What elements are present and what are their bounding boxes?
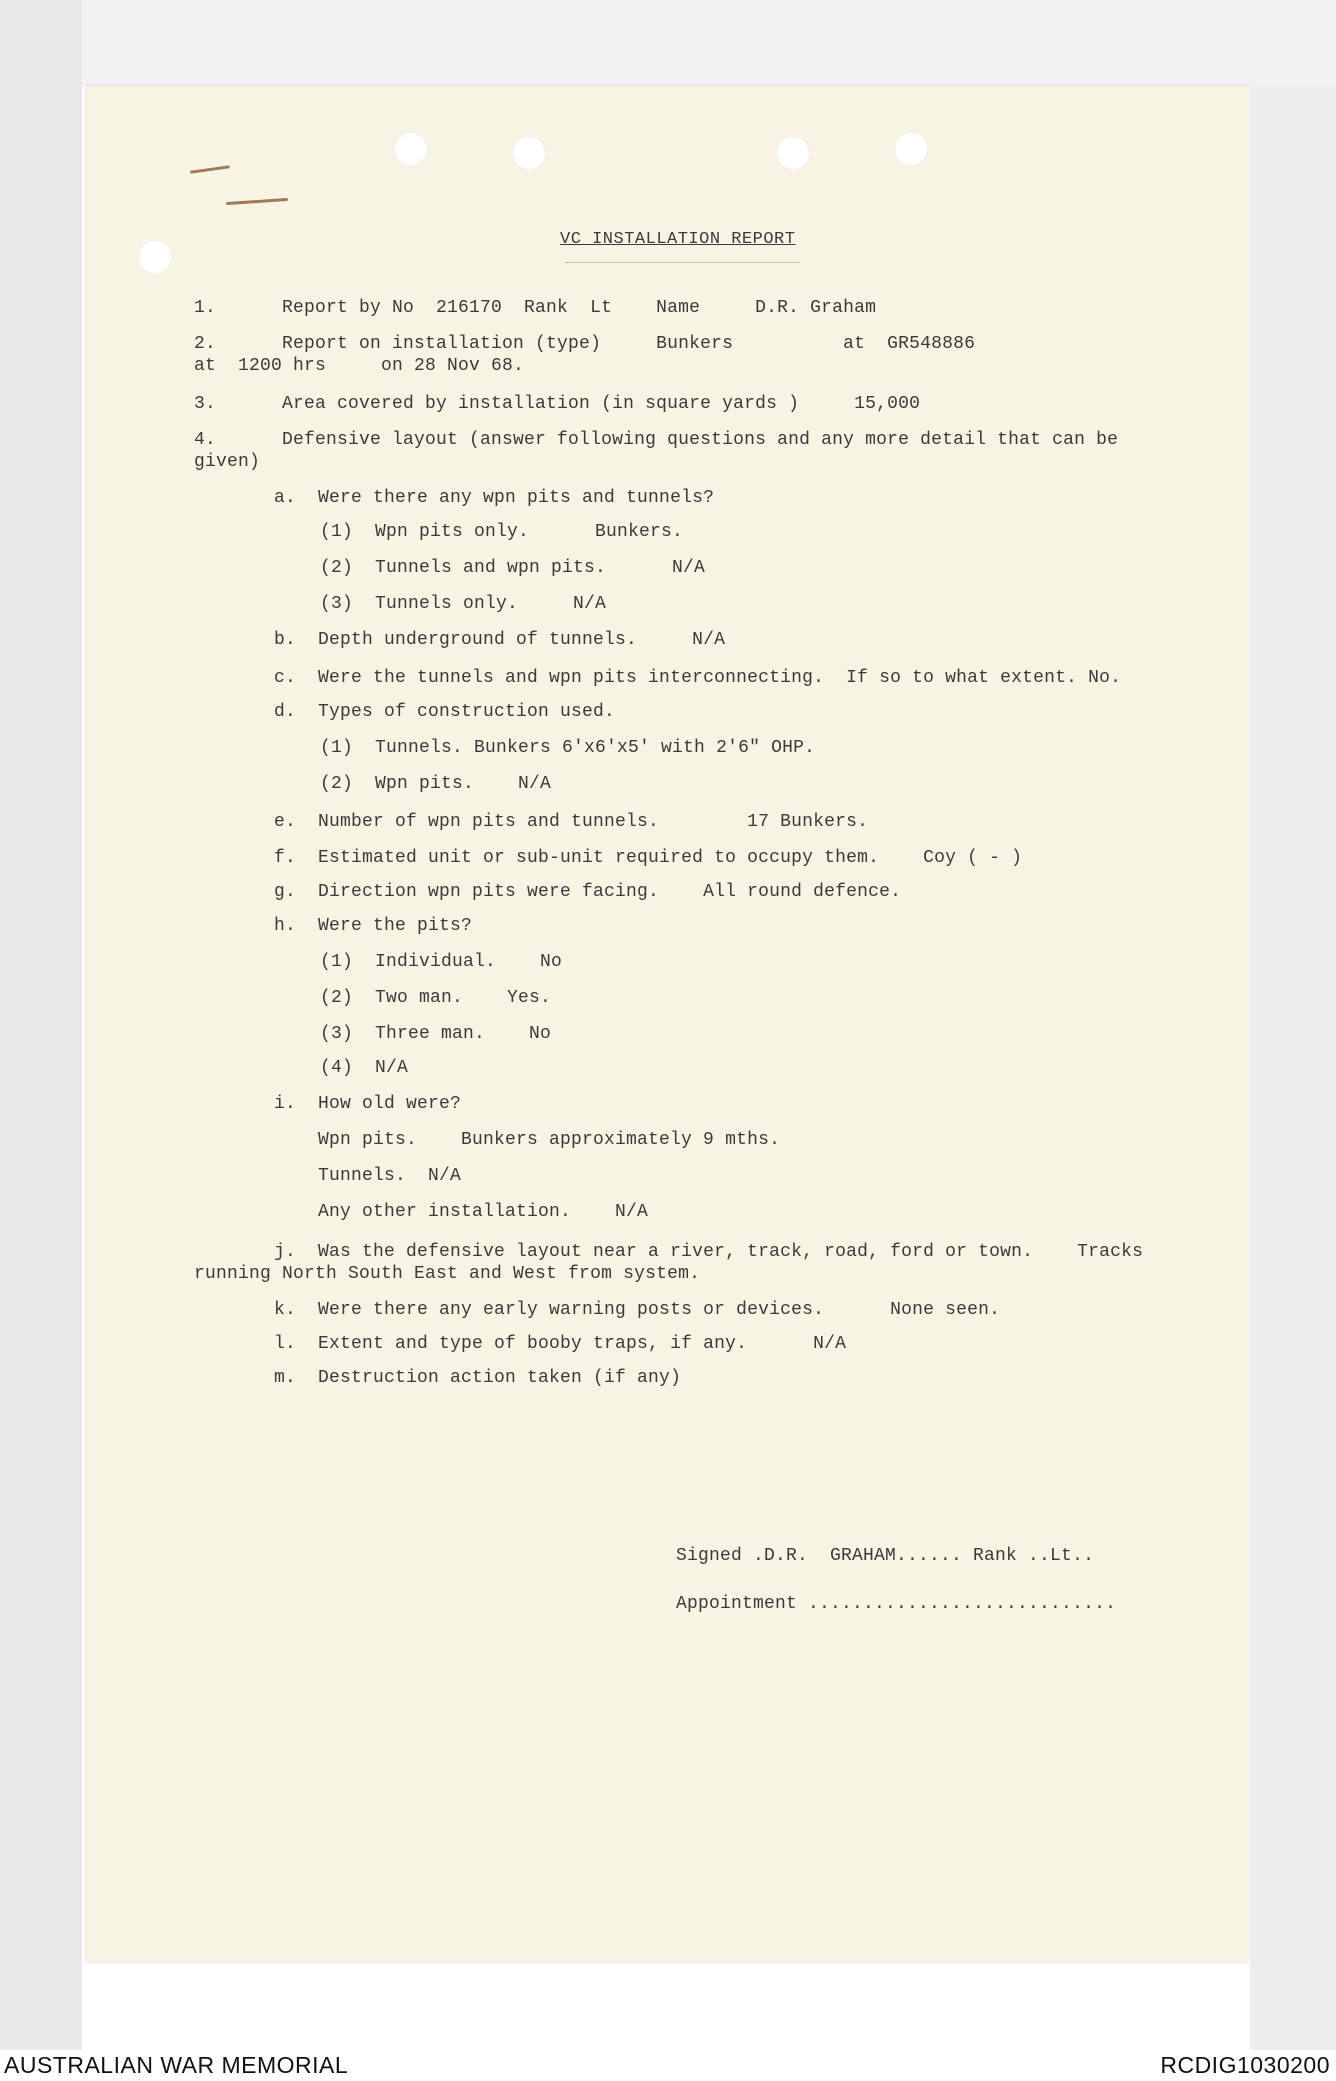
report-line-4: 4. Defensive layout (answer following questions and any more detail that can be — [194, 430, 1119, 450]
scan-background-top — [82, 0, 1336, 86]
footer-record-id: RCDIG1030200 — [1160, 2052, 1330, 2078]
question-d: d. Types of construction used. — [274, 702, 616, 722]
report-line-3: 3. Area covered by installation (in square yards ) 15,000 — [194, 394, 921, 414]
punch-hole — [894, 132, 928, 166]
answer-d2: (2) Wpn pits. N/A — [320, 774, 552, 794]
stain-mark — [226, 198, 288, 205]
answer-h1: (1) Individual. No — [320, 952, 563, 972]
answer-d1: (1) Tunnels. Bunkers 6'x6'x5' with 2'6" OHP. — [320, 738, 816, 758]
title-dots — [565, 262, 800, 263]
question-e: e. Number of wpn pits and tunnels. 17 Bunkers. — [274, 812, 869, 832]
question-h: h. Were the pits? — [274, 916, 473, 936]
question-l: l. Extent and type of booby traps, if any. N/A — [274, 1334, 847, 1354]
footer-bar — [0, 2050, 1336, 2081]
answer-h3: (3) Three man. No — [320, 1024, 552, 1044]
answer-i-other: Any other installation. N/A — [318, 1202, 649, 1222]
answer-a1: (1) Wpn pits only. Bunkers. — [320, 522, 684, 542]
report-line-4-cont: given) — [194, 452, 261, 472]
punch-hole — [512, 136, 546, 170]
stain-mark — [190, 165, 230, 174]
scan-background-left — [0, 0, 82, 2050]
answer-a2: (2) Tunnels and wpn pits. N/A — [320, 558, 706, 578]
footer-institution: AUSTRALIAN WAR MEMORIAL — [4, 2052, 349, 2078]
question-f: f. Estimated unit or sub-unit required to occupy them. Coy ( - ) — [274, 848, 1023, 868]
punch-hole — [776, 136, 810, 170]
punch-hole — [138, 240, 172, 274]
answer-a3: (3) Tunnels only. N/A — [320, 594, 607, 614]
question-g: g. Direction wpn pits were facing. All round defence. — [274, 882, 902, 902]
answer-h2: (2) Two man. Yes. — [320, 988, 552, 1008]
report-line-2: 2. Report on installation (type) Bunkers at GR548886 — [194, 334, 976, 354]
report-line-1: 1. Report by No 216170 Rank Lt Name D.R. Graham — [194, 298, 877, 318]
question-i: i. How old were? — [274, 1094, 462, 1114]
question-m: m. Destruction action taken (if any) — [274, 1368, 682, 1388]
answer-i-wpn-pits: Wpn pits. Bunkers approximately 9 mths. — [318, 1130, 781, 1150]
question-j: j. Was the defensive layout near a river, track, road, ford or town. Tracks — [274, 1242, 1144, 1262]
question-c: c. Were the tunnels and wpn pits interconnecting. If so to what extent. No. — [274, 668, 1122, 688]
question-j-cont: running North South East and West from system. — [194, 1264, 701, 1284]
punch-hole — [394, 132, 428, 166]
question-k: k. Were there any early warning posts or devices. None seen. — [274, 1300, 1001, 1320]
appointment-line: Appointment ............................ — [676, 1594, 1117, 1614]
document-title: VC INSTALLATION REPORT — [560, 230, 796, 249]
question-b: b. Depth underground of tunnels. N/A — [274, 630, 726, 650]
answer-h4: (4) N/A — [320, 1058, 409, 1078]
answer-i-tunnels: Tunnels. N/A — [318, 1166, 462, 1186]
report-line-2-cont: at 1200 hrs on 28 Nov 68. — [194, 356, 525, 376]
question-a: a. Were there any wpn pits and tunnels? — [274, 488, 715, 508]
signature-line: Signed .D.R. GRAHAM...... Rank ..Lt.. — [676, 1546, 1095, 1566]
scan-background-right — [1250, 86, 1336, 2050]
